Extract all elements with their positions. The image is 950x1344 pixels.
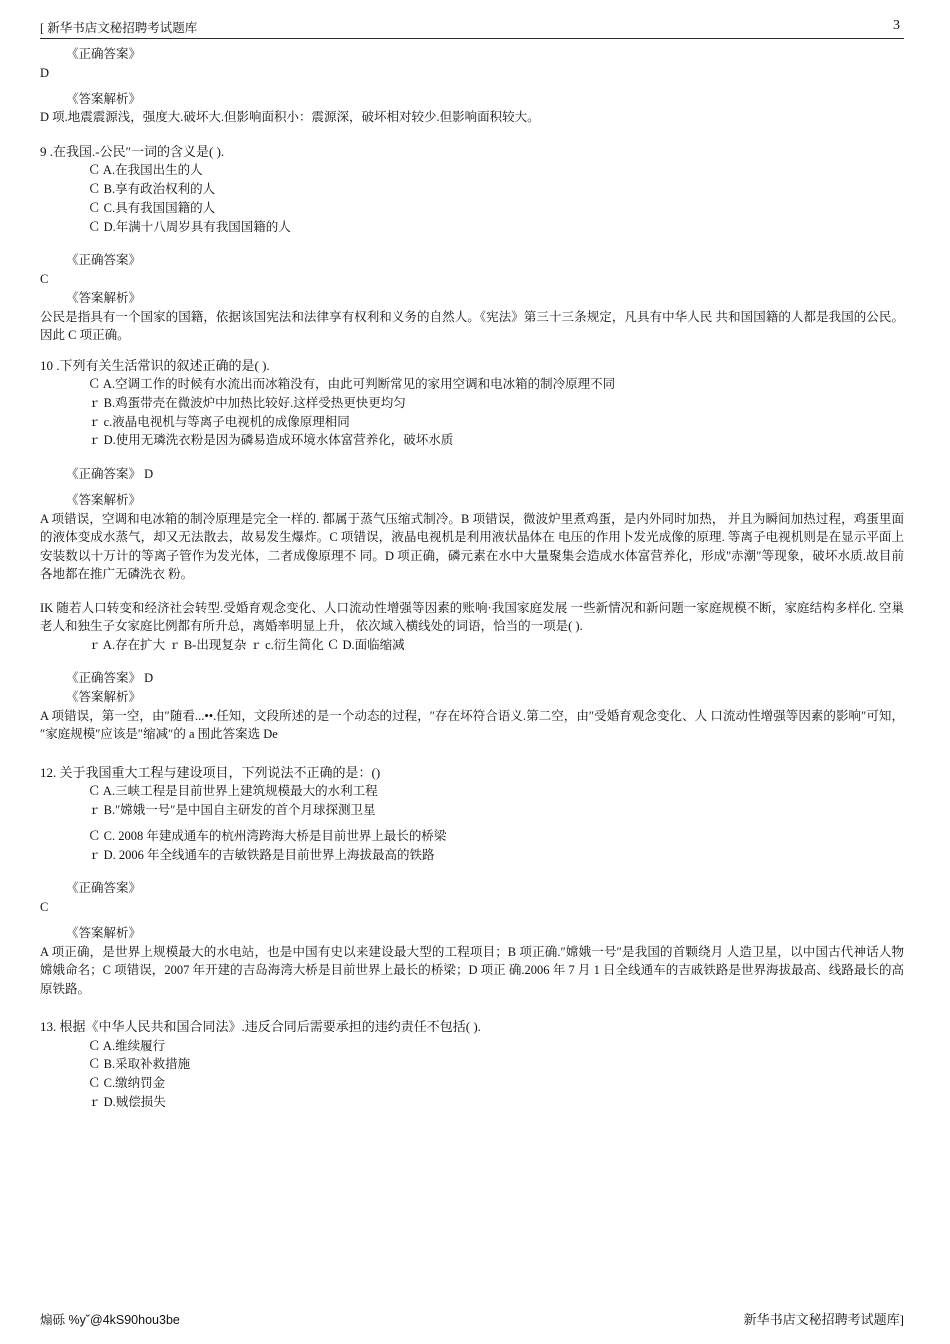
vertical-spacer (40, 998, 904, 1017)
answer-option[interactable]: ｒ A.存在扩大 ｒ B-出现复杂 ｒ c.衍生简化 Ｃ D.面临缩减 (88, 637, 405, 652)
explanation-paragraph: 公民是指具有一个国家的国籍，依据该国宪法和法律享有权利和义务的自然人。《宪法》第三十三条规定，凡具有中华人民 共和国国籍的人都是我国的公民。因此 C 项正确。 (40, 309, 904, 342)
answer-option[interactable]: Ｃ A.三峡工程是目前世界上建筑规模最大的水利工程 (88, 784, 378, 799)
header-title: [ 新华书店文秘招聘考试题库 (40, 21, 198, 35)
page-number: 3 (893, 18, 900, 33)
vertical-spacer (40, 83, 904, 90)
answer-option[interactable]: ｒ B.″嫦娥一号″是中国自主研发的首个月球探测卫星 (88, 803, 376, 817)
answer-option[interactable]: Ｃ B.享有政治权利的人 (88, 182, 216, 196)
answer-option[interactable]: ｒ B.鸡蛋带壳在微波炉中加热比较好.这样受热更快更均匀 (88, 395, 406, 410)
answer-value: C (40, 272, 49, 286)
explanation-paragraph: D 项.地震震源浅，强度大.破坏大.但影响面积小：震源深，破坏相对较少.但影响面积较大。 (40, 110, 540, 125)
footer-watermark: 煽砾 %y˘@4kS90hou3be (40, 1313, 180, 1327)
question-text: 9 .在我国.-公民″一词的含义是( ). (40, 143, 225, 159)
answer-value: C (40, 900, 49, 914)
page-footer (40, 1309, 904, 1328)
answer-label: 《答案解析》 (66, 925, 142, 940)
vertical-spacer (40, 236, 904, 251)
question-text: 10 .下列有关生活常识的叙述正确的是( ). (40, 357, 270, 373)
vertical-spacer (40, 345, 904, 356)
footer-title: 新华书店文秘招聘考试题库] (743, 1312, 904, 1327)
answer-option[interactable]: ｒ D. 2006 年全线通车的吉敏铁路是目前世界上海拔最高的铁路 (88, 847, 435, 862)
vertical-spacer (40, 820, 904, 827)
question-text: 13. 根据《中华人民共和国合同法》.违反合同后需要承担的违约责任不包括( ). (40, 1019, 481, 1034)
answer-label: 《正确答案》 (66, 881, 142, 896)
answer-option[interactable]: ｒ D.使用无璘洗衣粉是因为磷易造成环境水体富营养化，破坏水质 (88, 433, 454, 448)
answer-option[interactable]: Ｃ C.具有我国国籍的人 (88, 200, 216, 215)
vertical-spacer (40, 864, 904, 879)
vertical-spacer (40, 127, 904, 142)
explanation-paragraph: IK 随若人口转变和经济社会转型.受婚育观念变化、人口流动性增强等因素的账响·我国家庭发展 一些新情况和新问题一家庭规模不断，家庭结构多样化. 空巢老人和独生子女家庭比例都有所升总，离婚率明显上升， 依次域入横线处的词语，恰当的一项是( ). (40, 600, 904, 633)
explanation-paragraph: A 项正确，是世界上规模最大的水电站，也是中国有史以来建设最大型的工程项目；B 项正确.″嫦娥一号″是我国的首颗绕月 人造卫星，以中国古代神话人物嫦娥命名；C 项错误，2007 年开建的吉岛海湾大桥是目前世界上最长的桥梁；D 项正 确.2006 年 7 月 1 日全线通车的吉戚铁路是世界海拔最高、线路最长的高原铁路。 (40, 944, 904, 996)
vertical-spacer (40, 654, 904, 669)
answer-label: 《正确答案》 D (66, 467, 154, 481)
explanation-paragraph: A 项错误，第一空，由″随看...••.任知，文段所述的是一个动态的过程，″存在坏符合语义.第二空，由″受婚育观念变化、人 口流动性增强等因素的影响″可知，″家庭规模″应该是″缩减″的 a 围此答案选 De (40, 708, 904, 742)
answer-label: 《答案解析》 (66, 91, 142, 106)
answer-label: 《答案解析》 (66, 492, 142, 507)
answer-label: 《正确答案》 D (66, 671, 154, 686)
answer-option[interactable]: Ｃ C.缴纳罚金 (88, 1076, 166, 1090)
answer-option[interactable]: Ｃ B.采取补救措施 (88, 1057, 191, 1072)
answer-option[interactable]: Ｃ A.维续履行 (88, 1038, 166, 1053)
answer-option[interactable]: Ｃ A.空调工作的时候有水流出而冰箱没有，由此可判断常见的家用空调和电冰箱的制冷原理不同 (88, 377, 616, 391)
answer-label: 《正确答案》 (66, 47, 142, 61)
vertical-spacer (40, 584, 904, 599)
answer-label: 《正确答案》 (66, 253, 142, 268)
vertical-spacer (40, 917, 904, 924)
answer-label: 《答案解析》 (66, 290, 142, 305)
answer-option[interactable]: ｒ c.液晶电视机与等离子电视机的成像原理相同 (88, 414, 350, 429)
answer-option[interactable]: Ｃ A.在我国出生的人 (88, 163, 203, 178)
answer-label: 《答案解析》 (66, 690, 142, 704)
question-text: 12. 关于我国重大工程与建设项目，下列说法不正确的是：() (40, 764, 381, 780)
page-header (40, 18, 904, 39)
vertical-spacer (40, 744, 904, 763)
answer-option[interactable]: Ｃ C. 2008 年建成通车的杭州湾跨海大桥是目前世界上最长的桥梁 (88, 828, 447, 843)
answer-option[interactable]: Ｃ D.年满十八周岁具有我国国籍的人 (88, 219, 291, 234)
vertical-spacer (40, 450, 904, 465)
vertical-spacer (40, 484, 904, 491)
explanation-paragraph: A 项错误，空调和电冰箱的制冷原理是完全一样的. 都属于蒸气压缩式制冷。B 项错误，微波炉里煮鸡蛋，是内外同时加热， 并且为瞬间加热过程，鸡蛋里面的液体变成水蒸气，却又无法散去，故易发生爆炸。C 项错误，液晶电视机是利用液状晶体在 电压的作用卜发光成像的原理. 等离子电视机则是在显示平面上安装数以十万计的等离子管作为发光体，二者成像原理不 同。D 项正确，磷元素在水中大量聚集会造成水体富营养化，形成''赤潮″等现象，破坏水质.故目前各地都在推广无磷洗衣 粉。 (40, 511, 904, 581)
document-body (40, 45, 904, 1112)
answer-value: D (40, 65, 50, 80)
answer-option[interactable]: ｒ D.贼偿损失 (88, 1094, 166, 1109)
